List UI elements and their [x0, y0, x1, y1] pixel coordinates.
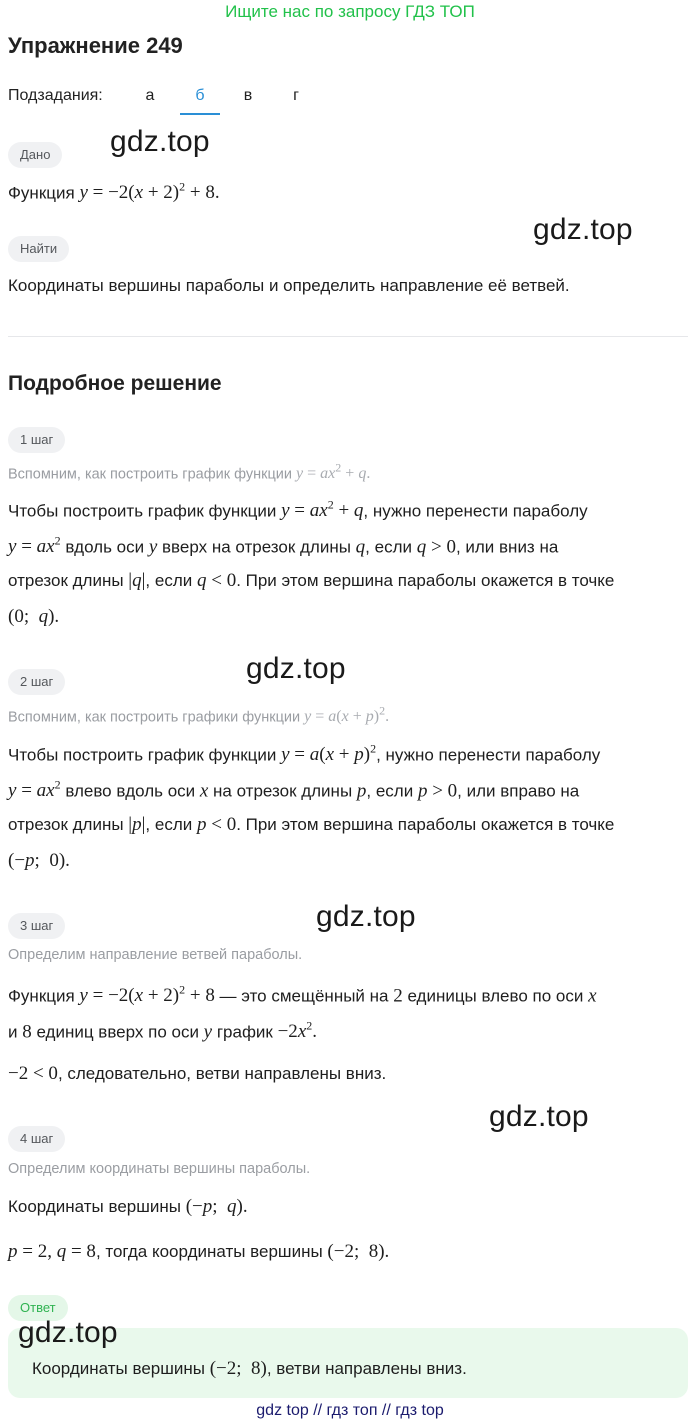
section-divider	[8, 336, 688, 337]
step-2-hint-formula: $y = a(x + p)^2$.	[304, 704, 390, 726]
step-3-line-3: −2 < 0, следовательно, ветви направлены вниз.	[8, 1063, 387, 1084]
find-text: Координаты вершины параболы и определить направление её ветвей.	[8, 276, 570, 295]
answer-text: Координаты вершины (−2; 8), ветви направлены вниз.	[32, 1358, 467, 1379]
step-4-hint: Определим координаты вершины параболы.	[8, 1161, 311, 1177]
subtasks-label: Подзадания:	[8, 87, 103, 104]
step-1-line-3: отрезок длины |q|, если q < 0. При этом вершина параболы окажется в точке	[8, 570, 615, 591]
step-2-line-2: $y = ax^2$ влево вдоль оси x на отрезок длины p, если p > 0, или вправо на	[8, 778, 580, 802]
step-2-badge: 2 шаг	[8, 669, 65, 695]
step-1-hint-formula: $y = ax^2 + q$.	[296, 461, 371, 483]
footer-links: gdz top // гдз топ // гдз top	[256, 1402, 444, 1419]
tab-g[interactable]: г	[293, 87, 299, 104]
solution-title: Подробное решение	[8, 372, 222, 395]
page-title: Упражнение 249	[8, 33, 183, 58]
step-4-badge: 4 шаг	[8, 1126, 65, 1152]
watermark: gdz.top	[533, 213, 633, 246]
step-4-line-2: p = 2, q = 8, тогда координаты вершины (−2; 8).	[8, 1241, 390, 1262]
step-1-hint	[8, 461, 370, 483]
step-2-line-3: отрезок длины |p|, если p < 0. При этом вершина параболы окажется в точке	[8, 814, 615, 835]
watermark: gdz.top	[18, 1316, 118, 1349]
promo-banner: Ищите нас по запросу ГДЗ ТОП	[225, 2, 475, 21]
watermark: gdz.top	[489, 1100, 589, 1133]
answer-badge: Ответ	[8, 1295, 68, 1321]
step-2-hint	[8, 704, 389, 726]
find-badge: Найти	[8, 236, 69, 262]
tab-b[interactable]: б	[195, 87, 205, 104]
step-1-hint-text: Вспомним, как построить график функции	[8, 466, 292, 483]
given-badge: Дано	[8, 142, 62, 168]
step-3-line-1: Функция $y = -2(x + 2)^2 + 8$ — это смещённый на 2 единицы влево по оси x	[8, 983, 597, 1007]
step-1-badge: 1 шаг	[8, 427, 65, 453]
given-text	[8, 180, 220, 204]
watermark: gdz.top	[110, 125, 210, 158]
watermark: gdz.top	[246, 652, 346, 685]
given-text-prefix: Функция	[8, 183, 75, 203]
watermark: gdz.top	[316, 900, 416, 933]
step-1-line-2: $y = ax^2$ вдоль оси y вверх на отрезок длины q, если q > 0, или вниз на	[8, 534, 559, 558]
step-3-line-2: и 8 единиц вверх по оси y график $-2x^2$.	[8, 1019, 317, 1043]
tab-a[interactable]: а	[145, 87, 155, 104]
step-2-line-4: (−p; 0).	[8, 850, 70, 871]
step-1-line-4: (0; q).	[8, 606, 60, 627]
active-tab-indicator	[180, 113, 220, 115]
step-2-line-1: Чтобы построить график функции $y = a(x + p)^2$, нужно перенести параболу	[8, 742, 601, 766]
step-2-hint-text: Вспомним, как построить графики функции	[8, 709, 301, 726]
tab-v[interactable]: в	[243, 87, 253, 104]
step-1-line-1: Чтобы построить график функции $y = ax^2 + q$, нужно перенести параболу	[8, 498, 588, 522]
step-3-badge: 3 шаг	[8, 913, 65, 939]
step-4-line-1: Координаты вершины (−p; q).	[8, 1196, 248, 1217]
given-formula: $y = -2(x + 2)^2 + 8$.	[79, 180, 220, 204]
step-3-hint: Определим направление ветвей параболы.	[8, 947, 303, 963]
